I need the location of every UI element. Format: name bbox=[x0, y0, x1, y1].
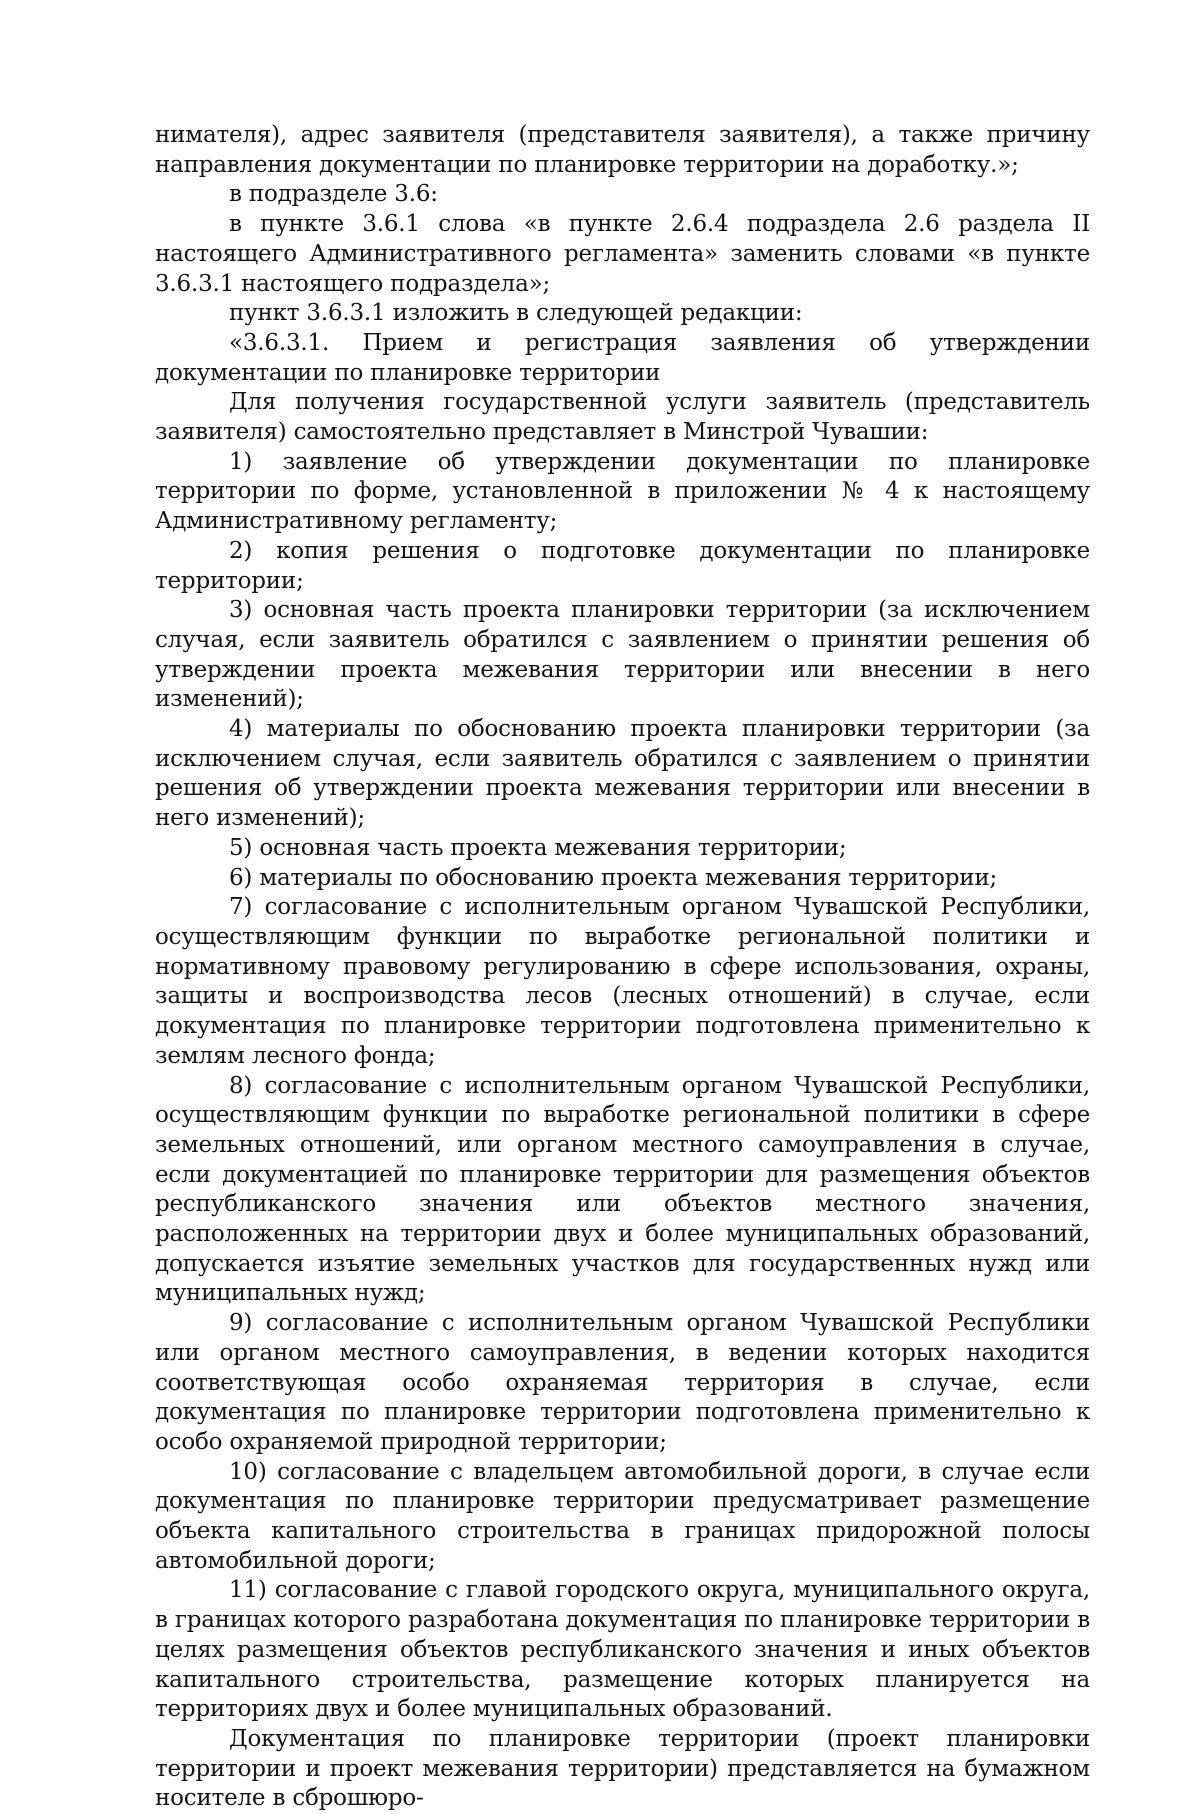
list-item: 4) материалы по обоснованию проекта планировки территории (за исключением случая, если заявитель обратился с заявлением о принятии решения об утверждении проекта межевания территории или внесении в него изменений); bbox=[155, 716, 1090, 832]
list-item: 11) согласование с главой городского округа, муниципального округа, в границах которого разработана документация по планировке территории в целях размещения объектов республиканского значения и иных объектов капитального строительства, размещение которых планируется на территориях двух и более муниципальных образований. bbox=[155, 1577, 1090, 1723]
list-item: 5) основная часть проекта межевания территории; bbox=[229, 834, 847, 861]
paragraph: в пункте 3.6.1 слова «в пункте 2.6.4 подраздела 2.6 раздела II настоящего Административного регламента» заменить словами «в пункте 3.6.3.1 настоящего подраздела»; bbox=[155, 211, 1090, 297]
list-item: 10) согласование с владельцем автомобильной дороги, в случае если документация по планировке территории предусматривает размещение объекта капитального строительства в границах придорожной полосы автомобильной дороги; bbox=[155, 1458, 1090, 1574]
paragraph: пункт 3.6.3.1 изложить в следующей редакции: bbox=[229, 300, 803, 327]
paragraph: Документация по планировке территории (проект планировки территории и проект межевания территории) представляется на бумажном носителе в сброшюро- bbox=[155, 1725, 1090, 1812]
paragraph-continuation: нимателя), адрес заявителя (представителя заявителя), а также причину направления документации по планировке территории на доработку.»; bbox=[155, 122, 1090, 178]
list-item: 7) согласование с исполнительным органом Чувашской Республики, осуществляющим функции по выработке региональной политики и нормативному правовому регулированию в сфере использования, охраны, защиты и воспроизводства лесов (лесных отношений) в случае, если документация по планировке территории подготовлена применительно к землям лесного фонда; bbox=[155, 894, 1090, 1069]
list-item: 1) заявление об утверждении документации по планировке территории по форме, установленной в приложении № 4 к настоящему Административному регламенту; bbox=[155, 448, 1090, 535]
document-body bbox=[155, 121, 1090, 1814]
paragraph: «3.6.3.1. Прием и регистрация заявления об утверждении документации по планировке территории bbox=[155, 329, 1090, 386]
list-item: 2) копия решения о подготовке документации по планировке территории; bbox=[155, 537, 1090, 594]
paragraph: в подразделе 3.6: bbox=[229, 181, 438, 208]
list-item: 8) согласование с исполнительным органом Чувашской Республики, осуществляющим функции по выработке региональной политики в сфере земельных отношений, или органом местного самоуправления в случае, если документацией по планировке территории для размещения объектов республиканского значения или объектов местного значения, расположенных на территории двух и более муниципальных образований, допускается изъятие земельных участков для государственных нужд или муниципальных нужд; bbox=[155, 1072, 1090, 1307]
paragraph: Для получения государственной услуги заявитель (представитель заявителя) самостоятельно представляет в Минстрой Чувашии: bbox=[155, 389, 1090, 446]
list-item: 9) согласование с исполнительным органом Чувашской Республики или органом местного самоуправления, в ведении которых находится соответствующая особо охраняемая территория в случае, если документация по планировке территории подготовлена применительно к особо охраняемой природной территории; bbox=[155, 1310, 1090, 1455]
list-item: 6) материалы по обоснованию проекта межевания территории; bbox=[229, 864, 998, 891]
list-item: 3) основная часть проекта планировки территории (за исключением случая, если заявитель обратился с заявлением о принятии решения об утверждении проекта межевания территории или внесении в него изменений); bbox=[155, 597, 1090, 713]
